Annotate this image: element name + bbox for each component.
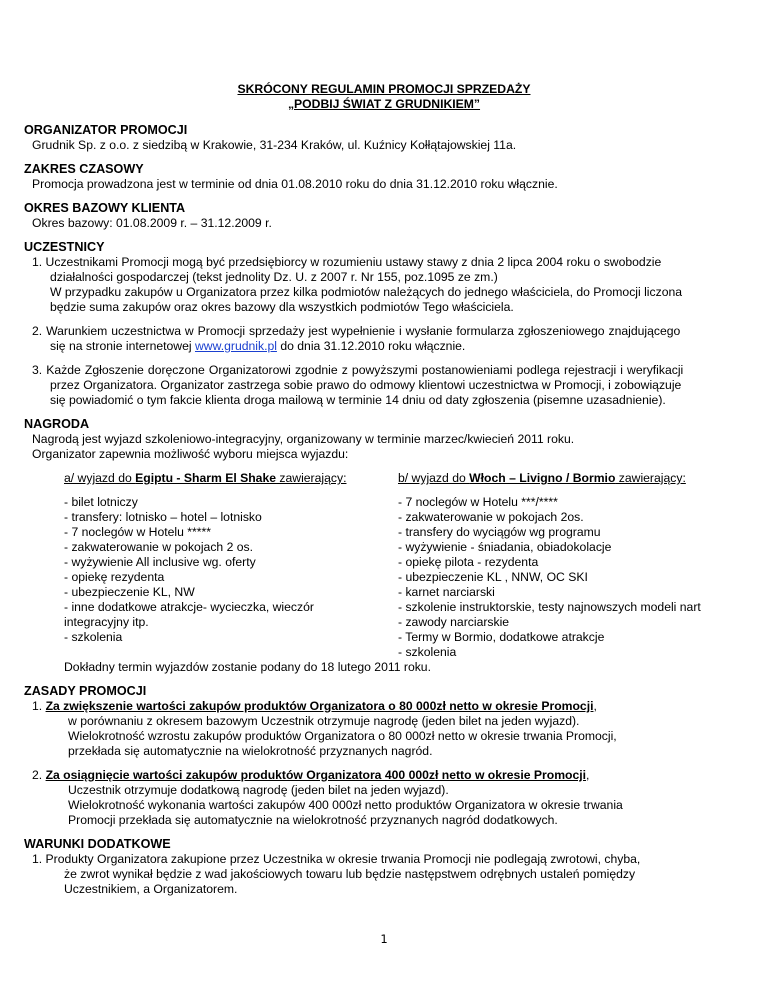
organizator-text: Grudnik Sp. z o.o. z siedzibą w Krakowie, 31-234 Kraków, ul. Kuźnicy Kołłątajowskiej 11a. — [32, 138, 517, 152]
option-a-item: - bilet lotniczy — [64, 495, 138, 509]
zasady-p2-bold: Za osiągnięcie wartości zakupów produktów Organizatora 400 000zł netto w okresie Promocji — [45, 768, 587, 782]
option-b-title-pre: b/ wyjazd do — [398, 471, 470, 485]
uczestnicy-p3-line1: 3. Każde Zgłoszenie doręczone Organizatorowi zgodnie z powyższymi postanowieniami podlega rejestracji i weryfikacji — [32, 363, 684, 377]
option-a-item: - szkolenia — [64, 630, 123, 644]
zakres-text: Promocja prowadzona jest w terminie od dnia 01.08.2010 roku do dnia 31.12.2010 roku włącznie. — [32, 177, 558, 191]
option-b-item: - karnet narciarski — [398, 585, 495, 599]
option-b-item: - wyżywienie - śniadania, obiadokolacje — [398, 540, 612, 554]
option-a-item: integracyjny itp. — [64, 615, 149, 629]
option-b-title — [398, 471, 686, 487]
zasady-heading: ZASADY PROMOCJI — [24, 684, 147, 698]
option-a-title-post: zawierający: — [276, 471, 347, 485]
option-b-item: - szkolenia — [398, 645, 457, 659]
okres-heading: OKRES BAZOWY KLIENTA — [24, 201, 186, 215]
zasady-p2-comma: , — [586, 768, 590, 782]
page-number: 1 — [380, 932, 388, 946]
option-a-item: - wyżywienie All inclusive wg. oferty — [64, 555, 256, 569]
zasady-p1-comma: , — [593, 699, 597, 713]
option-b-item: - opiekę pilota - rezydenta — [398, 555, 539, 569]
document-title-line2: „PODBIJ ŚWIAT Z GRUDNIKIEM” — [287, 97, 481, 111]
zasady-p2-line3: Wielokrotność wykonania wartości zakupów 400 000zł netto produktów Organizatora w okresie trwania — [68, 798, 623, 812]
option-a-item: - ubezpieczenie KL, NW — [64, 585, 195, 599]
grudnik-website-link[interactable]: www.grudnik.pl — [194, 339, 277, 353]
option-b-item: - transfery do wyciągów wg programu — [398, 525, 601, 539]
nagroda-heading: NAGRODA — [24, 417, 90, 431]
warunki-p1-line1: 1. Produkty Organizatora zakupione przez Uczestnika w okresie trwania Promocji nie podlegają zwrotowi, chyba, — [32, 852, 641, 866]
nagroda-intro-line1: Nagrodą jest wyjazd szkoleniowo-integracyjny, organizowany w terminie marzec/kwiecień 2011 roku. — [32, 432, 575, 446]
option-a-item: - opiekę rezydenta — [64, 570, 165, 584]
option-b-item: - szkolenie instruktorskie, testy najnowszych modeli nart — [398, 600, 701, 614]
option-b-title-post: zawierający: — [615, 471, 686, 485]
option-a-item: - inne dodatkowe atrakcje- wycieczka, wieczór — [64, 600, 314, 614]
organizator-heading: ORGANIZATOR PROMOCJI — [24, 123, 188, 137]
uczestnicy-p1-line2: działalności gospodarczej (tekst jednolity Dz. U. z 2007 r. Nr 155, poz.1095 ze zm.) — [50, 270, 498, 284]
zasady-p1-line3: Wielokrotność wzrostu zakupów produktów Organizatora o 80 000zł netto w okresie trwania Promocji, — [68, 729, 617, 743]
uczestnicy-p2-line1: 2. Warunkiem uczestnictwa w Promocji sprzedaży jest wypełnienie i wysłanie formularza zgłoszeniowego znajdującego — [32, 324, 681, 338]
option-a-title — [64, 471, 346, 487]
option-b-item: - zakwaterowanie w pokojach 2os. — [398, 510, 584, 524]
uczestnicy-p3-line2: przez Organizatora. Organizator zastrzega sobie prawo do odmowy klientowi uczestnictwa w Promocji, i zobowiązuje — [50, 378, 682, 392]
option-b-item: - zawody narciarskie — [398, 615, 510, 629]
zasady-p2-line2: Uczestnik otrzymuje dodatkową nagrodę (jeden bilet na jeden wyjazd). — [68, 783, 449, 797]
zasady-p2-line1 — [32, 768, 589, 784]
option-a-item: - 7 noclegów w Hotelu ***** — [64, 525, 212, 539]
zasady-p1-line2: w porównaniu z okresem bazowym Uczestnik otrzymuje nagrodę (jeden bilet na jeden wyjazd). — [68, 714, 580, 728]
nagroda-termin: Dokładny termin wyjazdów zostanie podany do 18 lutego 2011 roku. — [64, 660, 431, 674]
zasady-p1-number: 1. — [32, 699, 46, 713]
uczestnicy-p2-pre: się na stronie internetowej — [50, 339, 195, 353]
zasady-p1-line4: przekłada się automatycznie na wielokrotność przyznanych nagród. — [68, 744, 433, 758]
zasady-p2-number: 2. — [32, 768, 46, 782]
uczestnicy-p2-line2 — [50, 339, 465, 355]
nagroda-intro-line2: Organizator zapewnia możliwość wyboru miejsca wyjazdu: — [32, 447, 349, 461]
uczestnicy-p1-line4: będzie suma zakupów oraz okres bazowy dla wszystkich podmiotów Tego właściciela. — [50, 300, 514, 314]
okres-text: Okres bazowy: 01.08.2009 r. – 31.12.2009 r. — [32, 216, 272, 230]
option-b-destination: Włoch – Livigno / Bormio — [469, 471, 616, 485]
zakres-heading: ZAKRES CZASOWY — [24, 162, 144, 176]
uczestnicy-p2-post: do dnia 31.12.2010 roku włącznie. — [276, 339, 466, 353]
option-a-item: - zakwaterowanie w pokojach 2 os. — [64, 540, 254, 554]
warunki-p1-line2: że zwrot wynikał będzie z wad jakościowych towaru lub będzie następstwem odrębnych ustaleń pomiędzy — [64, 867, 636, 881]
uczestnicy-p1-line3: W przypadku zakupów u Organizatora przez kilka podmiotów należących do jednego właściciela, do Promocji liczona — [50, 285, 683, 299]
uczestnicy-p1-line1: 1. Uczestnikami Promocji mogą być przedsiębiorcy w rozumieniu ustawy stawy z dnia 2 lipca 2004 roku o swobodzie — [32, 255, 662, 269]
option-a-item: - transfery: lotnisko – hotel – lotnisko — [64, 510, 262, 524]
option-a-destination: Egiptu - Sharm El Shake — [135, 471, 277, 485]
document-title-line1: SKRÓCONY REGULAMIN PROMOCJI SPRZEDAŻY — [237, 82, 531, 96]
option-b-item: - Termy w Bormio, dodatkowe atrakcje — [398, 630, 605, 644]
option-b-item: - 7 noclegów w Hotelu ***/**** — [398, 495, 558, 509]
uczestnicy-heading: UCZESTNICY — [24, 240, 105, 254]
zasady-p2-line4: Promocji przekłada się automatycznie na wielokrotność przyznanych nagród dodatkowych. — [68, 813, 558, 827]
uczestnicy-p3-line3: się powiadomić o tym fakcie klienta droga mailową w terminie 14 dniu od daty zgłoszenia (pisemne uzasadnienie). — [50, 393, 666, 407]
warunki-heading: WARUNKI DODATKOWE — [24, 837, 171, 851]
option-a-title-pre: a/ wyjazd do — [64, 471, 136, 485]
zasady-p1-line1 — [32, 699, 597, 715]
warunki-p1-line3: Uczestnikiem, a Organizatorem. — [64, 882, 238, 896]
zasady-p1-bold: Za zwiększenie wartości zakupów produktów Organizatora o 80 000zł netto w okresie Promocji — [45, 699, 594, 713]
option-b-item: - ubezpieczenie KL , NNW, OC SKI — [398, 570, 588, 584]
